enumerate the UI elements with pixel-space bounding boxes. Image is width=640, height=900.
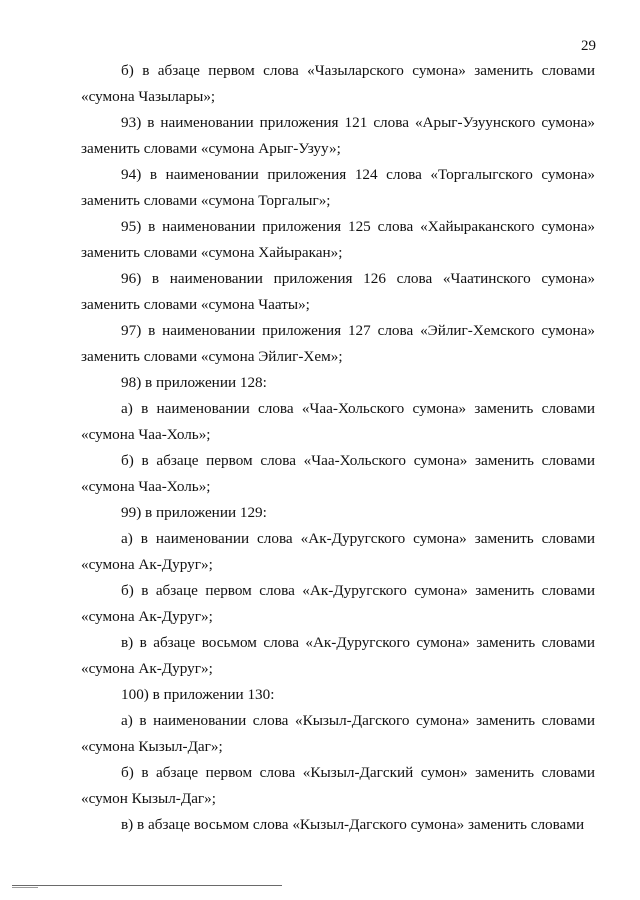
paragraph: 97) в наименовании приложения 127 слова «Эйлиг-Хемского сумона» заменить словами «сумона Эйлиг-Хем»; (81, 322, 595, 365)
paragraph: а) в наименовании слова «Кызыл-Дагского сумона» заменить словами «сумона Кызыл-Даг»; (81, 712, 595, 755)
bottom-rule (12, 885, 282, 886)
document-body (81, 58, 595, 838)
paragraph: в) в абзаце восьмом слова «Ак-Дуругского сумона» заменить словами «сумона Ак-Дуруг»; (81, 634, 595, 677)
paragraph: 100) в приложении 130: (121, 686, 275, 703)
paragraph: а) в наименовании слова «Чаа-Хольского сумона» заменить словами «сумона Чаа-Холь»; (81, 400, 595, 443)
paragraph: 98) в приложении 128: (121, 374, 267, 391)
paragraph: 94) в наименовании приложения 124 слова «Торгалыгского сумона» заменить словами «сумона Торгалыг»; (81, 166, 595, 209)
paragraph: б) в абзаце первом слова «Кызыл-Дагский сумон» заменить словами «сумон Кызыл-Даг»; (81, 764, 595, 807)
paragraph: 99) в приложении 129: (121, 504, 267, 521)
page-number: 29 (581, 38, 596, 54)
paragraph: а) в наименовании слова «Ак-Дуругского сумона» заменить словами «сумона Ак-Дуруг»; (81, 530, 595, 573)
paragraph: в) в абзаце восьмом слова «Кызыл-Дагского сумона» заменить словами (121, 816, 585, 833)
paragraph: б) в абзаце первом слова «Чазыларского сумона» заменить словами «сумона Чазылары»; (81, 62, 595, 105)
bottom-rule-mark (12, 887, 38, 888)
paragraph: б) в абзаце первом слова «Чаа-Хольского сумона» заменить словами «сумона Чаа-Холь»; (81, 452, 595, 495)
paragraph: 96) в наименовании приложения 126 слова «Чаатинского сумона» заменить словами «сумона Чааты»; (81, 270, 595, 313)
paragraph: б) в абзаце первом слова «Ак-Дуругского сумона» заменить словами «сумона Ак-Дуруг»; (81, 582, 595, 625)
paragraph: 95) в наименовании приложения 125 слова «Хайыраканского сумона» заменить словами «сумона Хайыракан»; (81, 218, 595, 261)
paragraph: 93) в наименовании приложения 121 слова «Арыг-Узуунского сумона» заменить словами «сумона Арыг-Узуу»; (81, 114, 595, 157)
